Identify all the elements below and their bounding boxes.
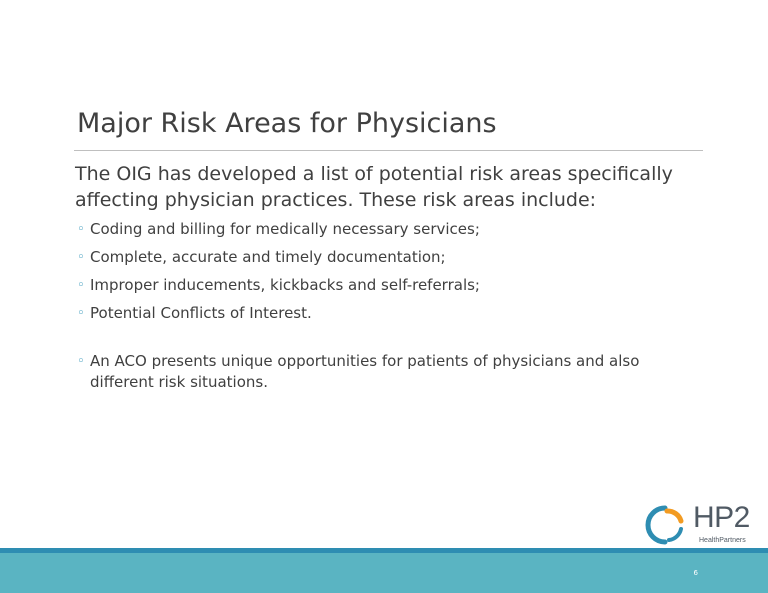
intro-text: The OIG has developed a list of potential risk areas specifically affecting physician practices. These risk areas include: [75,163,673,211]
bullet-marker-icon: ◦ [77,222,85,237]
page-number: 6 [693,569,698,577]
footer-band [0,553,768,593]
bullet-list [75,219,705,393]
bullet-marker-icon: ◦ [77,250,85,265]
slide-title: Major Risk Areas for Physicians [77,108,497,139]
bullet-text: Improper inducements, kickbacks and self-referrals; [90,276,480,294]
hp2-ring-logo-icon [643,503,691,547]
list-item [75,247,705,268]
logo-subtext: HealthPartners [699,537,746,544]
list-item [75,275,705,296]
list-item [75,303,705,324]
bullet-text: Complete, accurate and timely documentation; [90,248,446,266]
bullet-marker-icon: ◦ [77,278,85,293]
bullet-marker-icon: ◦ [77,306,85,321]
bullet-text: Coding and billing for medically necessary services; [90,220,480,238]
bullet-marker-icon: ◦ [77,354,85,369]
list-item [75,219,705,240]
logo-text: HP2 [693,501,750,534]
bullet-text: An ACO presents unique opportunities for patients of physicians and also different risk situations. [90,352,640,391]
bullet-text: Potential Conflicts of Interest. [90,304,312,322]
list-item [75,351,705,393]
company-logo [643,503,763,547]
title-divider [74,150,703,151]
